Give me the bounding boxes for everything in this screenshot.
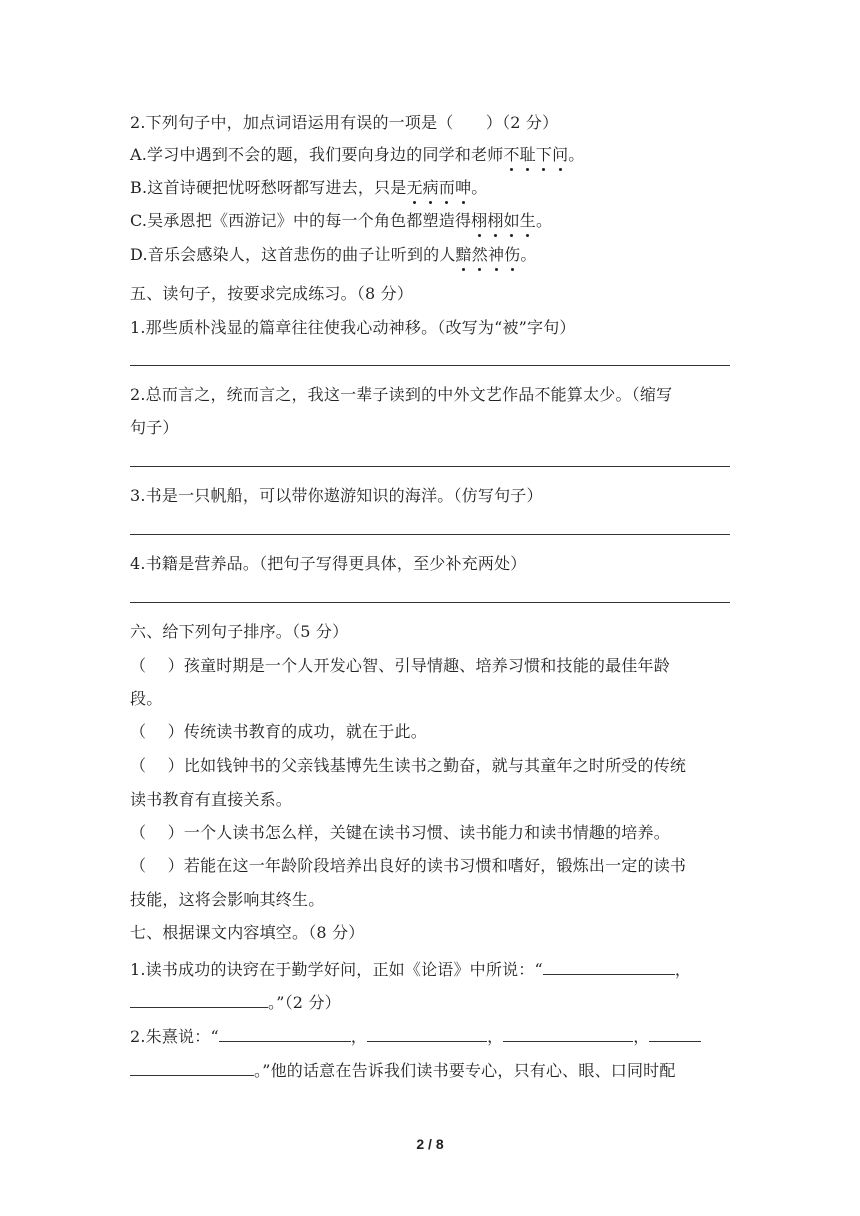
s7-question-2-line1: 2.朱熹说：“ ， ， ，: [130, 1024, 701, 1047]
s6-item-3-line2: 读书教育有直接关系。: [130, 790, 293, 809]
fill-blank[interactable]: [219, 1027, 351, 1042]
section-6-title: 六、给下列句子排序。（5 分）: [130, 622, 349, 641]
fill-blank[interactable]: [367, 1027, 487, 1042]
s6-item-4: （ ）一个人读书怎么样，关键在读书习惯、读书能力和读书情趣的培养。: [130, 823, 670, 842]
page-number: 2 / 8: [416, 1136, 444, 1152]
answer-line[interactable]: [130, 466, 730, 467]
s7-question-2-line2: 。”他的话意在告诉我们读书要专心，只有心、眼、口同时配: [130, 1058, 676, 1081]
answer-line[interactable]: [130, 534, 730, 535]
order-bracket[interactable]: （ ）: [130, 856, 184, 875]
q2-option-b: B.这首诗硬把忧呀愁呀都写进去，只是无病而呻。: [130, 175, 487, 198]
fill-blank[interactable]: [649, 1027, 701, 1042]
s6-item-1-line1: （ ）孩童时期是一个人开发心智、引导情趣、培养习惯和技能的最佳年龄: [130, 656, 670, 675]
order-bracket[interactable]: （ ）: [130, 756, 184, 775]
s5-question-2-line2: 句子）: [130, 418, 179, 437]
s5-question-4: 4.书籍是营养品。（把句子写得更具体，至少补充两处）: [130, 554, 527, 573]
s6-item-5-line2: 技能，这将会影响其终生。: [130, 890, 325, 909]
fill-blank[interactable]: [130, 1061, 254, 1076]
s6-item-3-line1: （ ）比如钱钟书的父亲钱基博先生读书之勤奋，就与其童年之时所受的传统: [130, 756, 687, 775]
s5-question-2-line1: 2.总而言之，统而言之，我这一辈子读到的中外文艺作品不能算太少。（缩写: [130, 385, 673, 404]
fill-blank[interactable]: [130, 993, 268, 1008]
s6-item-2: （ ）传统读书教育的成功，就在于此。: [130, 722, 427, 741]
s6-item-1-line2: 段。: [130, 689, 163, 708]
s5-question-1: 1.那些质朴浅显的篇章往往使我心动神移。（改写为“被”字句）: [130, 318, 576, 337]
q2-option-c: C.吴承恩把《西游记》中的每一个角色都塑造得栩栩如生。: [130, 208, 552, 231]
q2-option-d: D.音乐会感染人，这首悲伤的曲子让听到的人黯然神伤。: [130, 242, 537, 265]
s6-item-5-line1: （ ）若能在这一年龄阶段培养出良好的读书习惯和嗜好，锻炼出一定的读书: [130, 856, 687, 875]
s7-question-1-line1: 1.读书成功的诀窍在于勤学好问，正如《论语》中所说：“ ，: [130, 960, 692, 979]
s5-question-3: 3.书是一只帆船，可以带你遨游知识的海洋。（仿写句子）: [130, 486, 543, 505]
order-bracket[interactable]: （ ）: [130, 722, 184, 741]
section-7-title: 七、根据课文内容填空。（8 分）: [130, 923, 365, 942]
s7-question-1-line2: 。”（2 分）: [130, 990, 341, 1013]
answer-line[interactable]: [130, 365, 730, 366]
section-5-title: 五、读句子，按要求完成练习。（8 分）: [130, 284, 414, 303]
order-bracket[interactable]: （ ）: [130, 656, 184, 675]
order-bracket[interactable]: （ ）: [130, 823, 184, 842]
answer-line[interactable]: [130, 602, 730, 603]
q2-option-a: A.学习中遇到不会的题，我们要向身边的同学和老师不耻下问。: [130, 142, 584, 165]
fill-blank[interactable]: [543, 960, 675, 975]
q2-stem: 2.下列句子中，加点词语运用有误的一项是（ ）（2 分）: [130, 113, 559, 132]
fill-blank[interactable]: [503, 1027, 633, 1042]
